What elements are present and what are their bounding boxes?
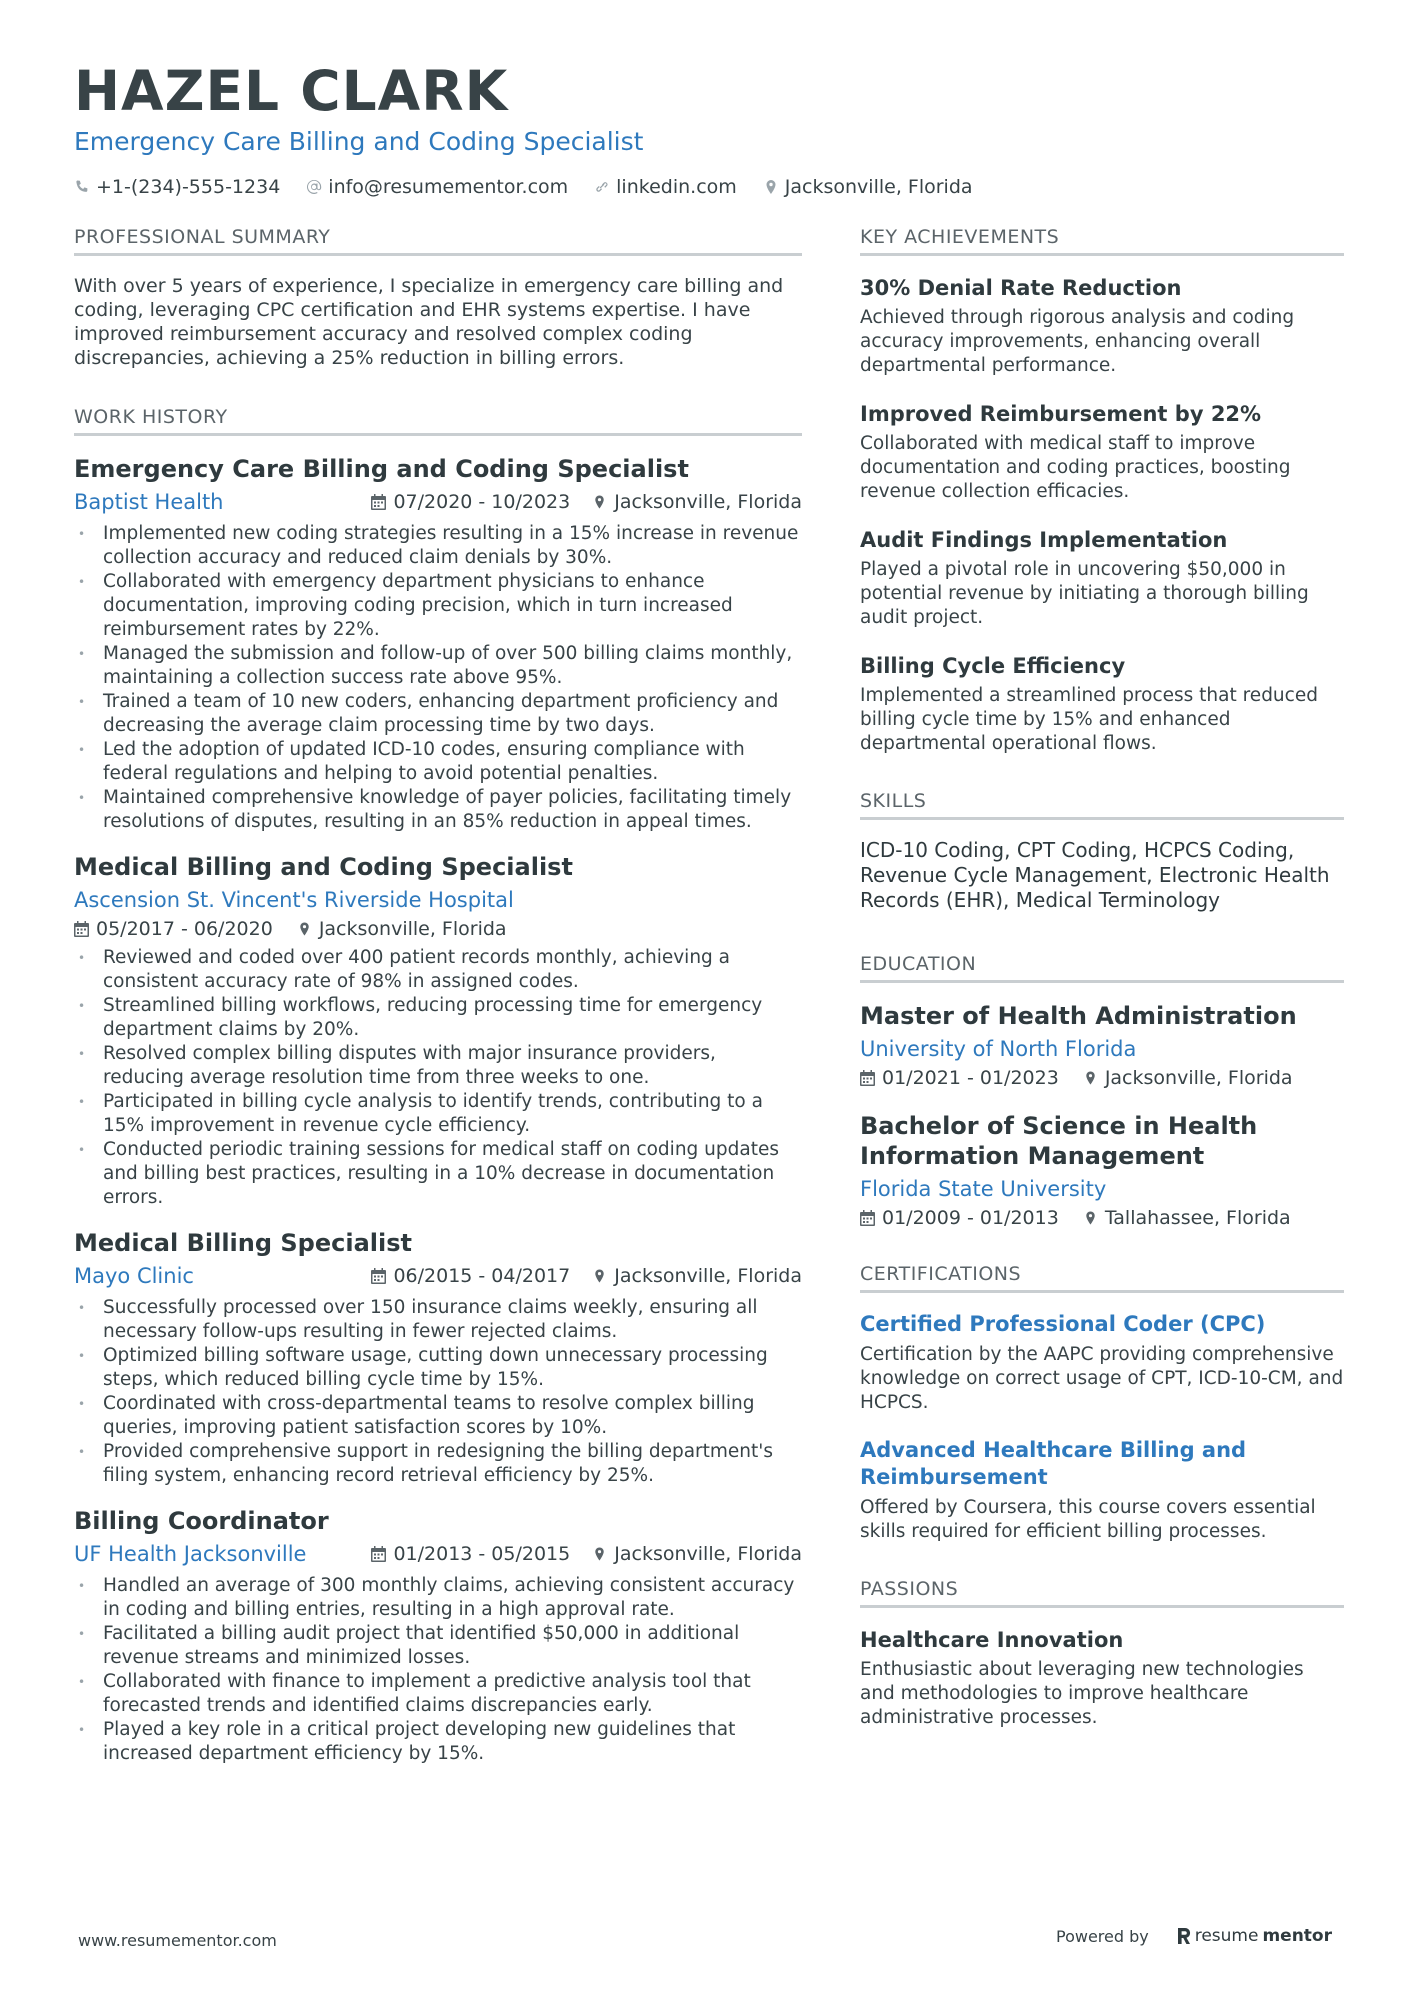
- job-bullet: • Managed the submission and follow-up of over 500 billing claims monthly, maintaining a collection success rate above 95%.: [74, 642, 802, 690]
- calendar-icon: [371, 1268, 386, 1284]
- job-bullet: • Led the adoption of updated ICD-10 codes, ensuring compliance with federal regulations and helping to avoid potential penalties.: [74, 738, 802, 786]
- education-meta: [860, 1067, 1344, 1089]
- job-meta: [74, 488, 802, 516]
- link-icon: [594, 179, 610, 195]
- footer-website[interactable]: www.resumementor.com: [78, 1931, 277, 1950]
- achievement-title: 30% Denial Rate Reduction: [860, 276, 1182, 300]
- education-location-text: Jacksonville, Florida: [1104, 1067, 1293, 1089]
- contact-phone[interactable]: [74, 176, 280, 198]
- passion-desc: Enthusiastic about leveraging new technologies and methodologies to improve healthcare administrative processes.: [860, 1659, 1304, 1728]
- job-location: [297, 918, 507, 940]
- candidate-name: HAZEL CLARK: [74, 59, 509, 123]
- calendar-icon: [860, 1210, 875, 1226]
- job-bullets: [74, 1574, 802, 1766]
- resume-header: [74, 58, 1334, 198]
- calendar-icon: [74, 921, 89, 937]
- job-title: Billing Coordinator: [74, 1507, 329, 1535]
- resumementor-logo-icon: [1177, 1927, 1191, 1945]
- section-title-achievements: KEY ACHIEVEMENTS: [860, 226, 1344, 256]
- contact-email[interactable]: [306, 176, 568, 198]
- section-title-skills: SKILLS: [860, 790, 1344, 820]
- job-location: [592, 491, 802, 513]
- passion-title: Healthcare Innovation: [860, 1628, 1124, 1652]
- job-dates-text: 06/2015 - 04/2017: [393, 1265, 571, 1287]
- job-bullet: • Maintained comprehensive knowledge of payer policies, facilitating timely resolutions of disputes, resulting in an 85% reduction in appeal times.: [74, 786, 802, 834]
- job-dates-text: 05/2017 - 06/2020: [96, 918, 273, 940]
- education-location: [1083, 1067, 1293, 1089]
- education-degree: Master of Health Administration: [860, 1002, 1297, 1030]
- brand-suffix: mentor: [1262, 1926, 1332, 1946]
- certification-item: [860, 1437, 1344, 1544]
- achievement-desc: Achieved through rigorous analysis and coding accuracy improvements, enhancing overall departmental performance.: [860, 307, 1295, 376]
- location-pin-icon: [763, 179, 779, 195]
- location-pin-icon: [297, 921, 312, 937]
- job-location-text: Jacksonville, Florida: [318, 918, 507, 940]
- job-dates-text: 07/2020 - 10/2023: [393, 491, 571, 513]
- location-pin-icon: [1083, 1070, 1098, 1086]
- job-bullet: • Trained a team of 10 new coders, enhancing department proficiency and decreasing the average claim processing time by two days.: [74, 690, 802, 738]
- contact-location: [763, 176, 973, 198]
- job-meta-right: [371, 1265, 802, 1287]
- candidate-headline: Emergency Care Billing and Coding Specialist: [74, 127, 644, 156]
- job-dates: [74, 918, 273, 940]
- summary-text: With over 5 years of experience, I specialize in emergency care billing and coding, leveraging CPC certification and EHR systems expertise. I have improved reimbursement accuracy and resolved complex coding discrepancies, achieving a 25% reduction in billing errors.: [74, 275, 784, 369]
- brand-logo[interactable]: [1177, 1926, 1332, 1946]
- section-title-summary: PROFESSIONAL SUMMARY: [74, 226, 802, 256]
- section-title-passions: PASSIONS: [860, 1578, 1344, 1608]
- job-location: [592, 1265, 802, 1287]
- job-dates-text: 01/2013 - 05/2015: [393, 1543, 571, 1565]
- job-bullet: • Reviewed and coded over 400 patient records monthly, achieving a consistent accuracy rate of 98% in assigned codes.: [74, 946, 802, 994]
- contact-row: [74, 176, 1334, 198]
- location-pin-icon: [592, 494, 607, 510]
- achievement-desc: Played a pivotal role in uncovering $50,000 in potential revenue by initiating a thorough billing audit project.: [860, 559, 1309, 628]
- spacer: [860, 1566, 1344, 1578]
- certification-desc: Offered by Coursera, this course covers essential skills required for efficient billing processes.: [860, 1497, 1316, 1542]
- education-item: [860, 1001, 1344, 1089]
- job-entry: [74, 1228, 802, 1488]
- location-pin-icon: [1083, 1210, 1098, 1226]
- calendar-icon: [371, 494, 386, 510]
- job-bullet: • Collaborated with emergency department physicians to enhance documentation, improving coding precision, which in turn increased reimbursement rates by 22%.: [74, 570, 802, 642]
- education-school: Florida State University: [860, 1177, 1107, 1201]
- education-dates: [860, 1067, 1059, 1089]
- job-entry: [74, 1506, 802, 1766]
- job-meta-row: [74, 918, 802, 940]
- achievement-item: [860, 652, 1344, 756]
- education-meta: [860, 1207, 1344, 1229]
- contact-linkedin[interactable]: [594, 176, 737, 198]
- company-name: Ascension St. Vincent's Riverside Hospital: [74, 888, 514, 912]
- education-degree: Bachelor of Science in Health Information Management: [860, 1112, 1258, 1170]
- job-bullet: • Coordinated with cross-departmental teams to resolve complex billing queries, improving patient satisfaction scores by 10%.: [74, 1392, 802, 1440]
- powered-by-label: Powered by: [1055, 1926, 1149, 1946]
- education-school: University of North Florida: [860, 1037, 1137, 1061]
- location-pin-icon: [592, 1546, 607, 1562]
- left-column: [74, 226, 802, 1784]
- company-name: Mayo Clinic: [74, 1264, 194, 1288]
- job-location-text: Jacksonville, Florida: [614, 491, 802, 513]
- job-meta-right: [371, 1543, 802, 1565]
- location-text: Jacksonville, Florida: [784, 176, 973, 198]
- phone-text: +1-(234)-555-1234: [96, 176, 281, 198]
- certification-title: Certified Professional Coder (CPC): [860, 1312, 1266, 1336]
- spacer: [860, 778, 1344, 790]
- education-location: [1083, 1207, 1291, 1229]
- at-sign-icon: [306, 179, 322, 195]
- passion-item: [860, 1626, 1344, 1730]
- job-bullet: • Played a key role in a critical project developing new guidelines that increased department efficiency by 15%.: [74, 1718, 802, 1766]
- job-entry: [74, 454, 802, 834]
- achievement-title: Improved Reimbursement by 22%: [860, 402, 1262, 426]
- achievement-item: [860, 526, 1344, 630]
- job-title: Emergency Care Billing and Coding Specialist: [74, 455, 689, 483]
- education-location-text: Tallahassee, Florida: [1104, 1207, 1291, 1229]
- job-bullets: [74, 522, 802, 834]
- education-dates-text: 01/2009 - 01/2013: [882, 1207, 1059, 1229]
- job-bullet: • Provided comprehensive support in redesigning the billing department's filing system, enhancing record retrieval efficiency by 25%.: [74, 1440, 802, 1488]
- calendar-icon: [860, 1070, 875, 1086]
- job-title: Medical Billing and Coding Specialist: [74, 853, 573, 881]
- brand-prefix: resume: [1194, 1926, 1259, 1946]
- company-name: Baptist Health: [74, 490, 224, 514]
- job-bullet: • Successfully processed over 150 insurance claims weekly, ensuring all necessary follow-ups resulting in fewer rejected claims.: [74, 1296, 802, 1344]
- education-dates: [860, 1207, 1059, 1229]
- job-dates: [371, 491, 570, 513]
- certification-title: Advanced Healthcare Billing and Reimbursement: [860, 1438, 1247, 1489]
- job-bullets: [74, 1296, 802, 1488]
- job-meta: [74, 1540, 802, 1568]
- skills-text: ICD-10 Coding, CPT Coding, HCPCS Coding, Revenue Cycle Management, Electronic Health Records (EHR), Medical Terminology: [860, 838, 1330, 912]
- job-bullet: • Implemented new coding strategies resulting in a 15% increase in revenue collection accuracy and reduced claim denials by 30%.: [74, 522, 802, 570]
- linkedin-text: linkedin.com: [616, 176, 737, 198]
- job-location: [592, 1543, 802, 1565]
- job-bullet: • Streamlined billing workflows, reducing processing time for emergency department claims by 20%.: [74, 994, 802, 1042]
- job-bullet: • Resolved complex billing disputes with major insurance providers, reducing average resolution time from three weeks to one.: [74, 1042, 802, 1090]
- job-bullet: • Collaborated with finance to implement a predictive analysis tool that forecasted trends and identified claims discrepancies early.: [74, 1670, 802, 1718]
- job-dates: [371, 1265, 570, 1287]
- job-bullet: • Facilitated a billing audit project that identified $50,000 in additional revenue streams and minimized losses.: [74, 1622, 802, 1670]
- job-bullets: [74, 946, 802, 1210]
- job-entry: [74, 852, 802, 1210]
- job-meta: [74, 1262, 802, 1290]
- section-title-certifications: CERTIFICATIONS: [860, 1263, 1344, 1293]
- certification-desc: Certification by the AAPC providing comprehensive knowledge on correct usage of CPT, ICD-10-CM, and HCPCS.: [860, 1344, 1344, 1413]
- certification-item: [860, 1311, 1344, 1415]
- footer-branding: [1056, 1926, 1332, 1946]
- achievement-desc: Collaborated with medical staff to improve documentation and coding practices, boosting revenue collection efficacies.: [860, 433, 1291, 502]
- job-location-text: Jacksonville, Florida: [614, 1543, 802, 1565]
- calendar-icon: [371, 1546, 386, 1562]
- phone-icon: [74, 179, 90, 195]
- achievement-item: [860, 274, 1344, 378]
- education-item: [860, 1111, 1344, 1229]
- location-pin-icon: [592, 1268, 607, 1284]
- achievement-item: [860, 400, 1344, 504]
- job-dates: [371, 1543, 570, 1565]
- achievement-desc: Implemented a streamlined process that reduced billing cycle time by 15% and enhanced departmental operational flows.: [860, 685, 1318, 754]
- job-bullet: • Handled an average of 300 monthly claims, achieving consistent accuracy in coding and billing entries, resulting in a high approval rate.: [74, 1574, 802, 1622]
- job-bullet: • Optimized billing software usage, cutting down unnecessary processing steps, which reduced billing cycle time by 15%.: [74, 1344, 802, 1392]
- section-title-work: WORK HISTORY: [74, 406, 802, 436]
- education-dates-text: 01/2021 - 01/2023: [882, 1067, 1059, 1089]
- job-meta: [74, 886, 802, 940]
- job-location-text: Jacksonville, Florida: [614, 1265, 802, 1287]
- job-meta-right: [371, 491, 802, 513]
- email-text: info@resumementor.com: [328, 176, 569, 198]
- company-name: UF Health Jacksonville: [74, 1542, 307, 1566]
- achievement-title: Billing Cycle Efficiency: [860, 654, 1126, 678]
- spacer: [860, 1251, 1344, 1263]
- job-title: Medical Billing Specialist: [74, 1229, 412, 1257]
- job-bullet: • Participated in billing cycle analysis to identify trends, contributing to a 15% improvement in revenue cycle efficiency.: [74, 1090, 802, 1138]
- job-bullet: • Conducted periodic training sessions for medical staff on coding updates and billing best practices, resulting in a 10% decrease in documentation errors.: [74, 1138, 802, 1210]
- achievement-title: Audit Findings Implementation: [860, 528, 1228, 552]
- right-column: [860, 226, 1344, 1752]
- section-title-education: EDUCATION: [860, 953, 1344, 983]
